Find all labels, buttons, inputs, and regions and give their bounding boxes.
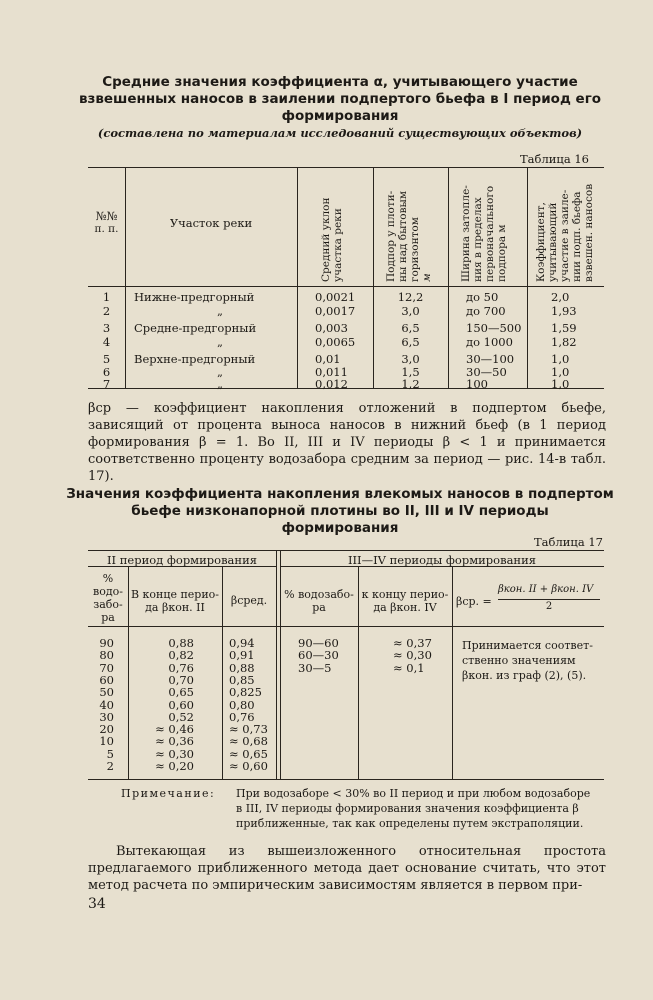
table-cell-slope: 0,011 xyxy=(315,365,348,379)
table-cell-coef: 1,0 xyxy=(551,352,570,366)
table-cell-pct2: 30—5 xyxy=(298,660,332,675)
table-cell-backwater: 3,0 xyxy=(401,352,420,366)
title2-line2: бьефе низконапорной плотины во II, III и IV периоды xyxy=(131,503,549,519)
th-formula-num: βкон. II + βкон. IV xyxy=(498,584,594,595)
table-cell-pct: 60 xyxy=(99,672,114,687)
table-cell-avg: 0,94 xyxy=(229,636,255,650)
table-cell-end: 0,65 xyxy=(168,685,194,700)
table-cell-end: ≈ 0,20 xyxy=(155,759,194,773)
th-backwater: Подпор у плоти- ны над бытовым горизонтом м xyxy=(385,190,433,282)
table-cell-backwater: 12,2 xyxy=(397,290,424,304)
table-cell-avg: 0,80 xyxy=(229,697,255,712)
table-cell-coef: 1,59 xyxy=(551,321,577,335)
table-cell-avg: 0,825 xyxy=(229,685,262,700)
table-cell-num: 4 xyxy=(102,335,111,349)
table-cell-slope: 0,0021 xyxy=(315,290,356,304)
table-cell-num: 7 xyxy=(102,377,111,391)
table-cell-slope: 0,0065 xyxy=(315,335,356,349)
table-cell-section: „ xyxy=(217,335,223,349)
table-cell-avg: ≈ 0,73 xyxy=(229,722,268,737)
table-cell-avg: ≈ 0,65 xyxy=(229,746,268,761)
table-cell-end: 0,52 xyxy=(168,709,194,724)
table-cell-section: Средне-предгорный xyxy=(134,321,257,335)
table-cell-backwater: 6,5 xyxy=(401,335,420,349)
table-cell-end: 0,60 xyxy=(168,697,194,712)
note-label: Примечание: xyxy=(121,787,216,800)
table-cell-pct: 50 xyxy=(99,685,114,700)
t17-group2: III—IV периоды формирования xyxy=(347,553,537,567)
th-width: Ширина затопле- ния в пределах первоначального подпора м xyxy=(460,185,508,282)
table-cell-pct: 70 xyxy=(99,660,114,675)
table-cell-end2: ≈ 0,1 xyxy=(393,660,425,675)
table-cell-avg: 0,85 xyxy=(229,672,255,687)
note-line2: в III, IV периоды формирования значения коэффициента β xyxy=(236,802,579,815)
table-cell-width: 30—100 xyxy=(466,352,515,366)
table-cell-coef: 1,0 xyxy=(551,365,570,379)
title1-line1: Средние значения коэффициента α, учитывающего участие xyxy=(102,74,578,90)
th-section: Участок реки xyxy=(169,216,253,230)
table-cell-avg: 0,88 xyxy=(229,660,255,675)
page-number: 34 xyxy=(88,896,106,912)
table-cell-avg: 0,91 xyxy=(229,648,255,663)
table-cell-width: до 700 xyxy=(466,304,506,318)
t17-group1: II период формирования xyxy=(107,553,257,567)
table-cell-pct: 5 xyxy=(106,746,114,761)
table-cell-pct: 20 xyxy=(99,722,114,737)
table-cell-end: ≈ 0,30 xyxy=(155,746,194,761)
table-cell-width: 100 xyxy=(466,377,488,391)
table-cell-pct2: 60—30 xyxy=(298,648,339,663)
note-line1: При водозаборе < 30% во II период и при любом водозаборе xyxy=(236,787,591,800)
table-cell-backwater: 6,5 xyxy=(401,321,420,335)
title2-line1: Значения коэффициента накопления влекомых наносов в подпертом xyxy=(66,486,614,502)
table-cell-width: до 1000 xyxy=(466,335,513,349)
table-cell-num: 2 xyxy=(102,304,111,318)
title2-line3: формирования xyxy=(281,520,399,536)
table-cell-coef: 1,93 xyxy=(551,304,577,318)
table-cell-end: 0,88 xyxy=(168,636,194,650)
table-cell-coef: 1,0 xyxy=(551,377,570,391)
table-cell-backwater: 1,5 xyxy=(401,365,420,379)
table-cell-section: Верхне-предгорный xyxy=(134,352,256,366)
table16-label: Таблица 16 xyxy=(520,152,589,166)
table-cell-pct: 40 xyxy=(99,697,114,712)
table-cell-slope: 0,012 xyxy=(315,377,348,391)
table-cell-num: 1 xyxy=(102,290,111,304)
table-cell-pct: 2 xyxy=(106,759,114,773)
table-cell-pct: 10 xyxy=(99,734,114,749)
table-cell-section: „ xyxy=(217,304,223,318)
table-cell-end: 0,76 xyxy=(168,660,194,675)
th-num: №№ xyxy=(95,209,118,223)
table-cell-avg: ≈ 0,68 xyxy=(229,734,268,749)
table-cell-end: ≈ 0,36 xyxy=(155,734,194,749)
table-cell-backwater: 1,2 xyxy=(401,377,420,391)
table-cell-pct: 90 xyxy=(99,636,114,650)
th-end2: к концу перио- да βкон. IV xyxy=(361,588,449,614)
table-cell-end: 0,70 xyxy=(168,672,194,687)
table-cell-num: 3 xyxy=(102,321,111,335)
table-cell-coef: 2,0 xyxy=(551,290,570,304)
table-cell-num: 5 xyxy=(102,352,111,366)
table-cell-width: 150—500 xyxy=(466,321,522,335)
th-end: В конце перио- да βкон. II xyxy=(130,588,220,614)
table-cell-section: „ xyxy=(217,365,223,379)
table-cell-section: Нижне-предгорный xyxy=(134,290,255,304)
th-slope: Средний уклон участка реки xyxy=(320,197,344,282)
paragraph2: Вытекающая из вышеизложенного относительная простота предлагаемого приближенного метода дает основание считать, что этот метод расчета по эмпирическим зависимостям является в первом при- xyxy=(88,844,606,893)
table-cell-avg: 0,76 xyxy=(229,709,255,724)
t17-remark: Принимается соответ- ственно значениям βкон. из граф (2), (5). xyxy=(462,639,593,682)
table-cell-width: 30—50 xyxy=(466,365,507,379)
title1-line2: взвешенных наносов в заилении подпертого бьефа в I период его xyxy=(78,91,602,107)
title1-note: (составлена по материалам исследований существующих объектов) xyxy=(97,126,583,140)
table-cell-pct: 30 xyxy=(99,709,114,724)
table-cell-section: „ xyxy=(217,377,223,391)
note-line3: приближенные, так как определены путем экстраполяции. xyxy=(236,817,584,830)
table-cell-coef: 1,82 xyxy=(551,335,577,349)
table-cell-end2: ≈ 0,37 xyxy=(393,636,432,650)
th-formula-left: βср. = xyxy=(456,595,492,608)
table-cell-avg: ≈ 0,60 xyxy=(229,759,268,773)
th-avg: βсред. xyxy=(230,594,268,607)
table-cell-slope: 0,0017 xyxy=(315,304,356,318)
table-cell-end2: ≈ 0,30 xyxy=(393,648,432,663)
th-formula-den: 2 xyxy=(545,601,553,612)
th-num2: п. п. xyxy=(94,223,119,235)
table-cell-end: 0,82 xyxy=(168,648,194,663)
th-coef: Коэффициент, учитывающий участие в заиле- нии подп. бьефа взвешен. наносов xyxy=(535,183,595,282)
table-cell-backwater: 3,0 xyxy=(401,304,420,318)
table-cell-width: до 50 xyxy=(466,290,499,304)
table17-label: Таблица 17 xyxy=(534,535,603,549)
paragraph1: βср — коэффициент накопления отложений в подпертом бьефе, зависящий от процента выноса наносов в нижний бьеф (в 1 период формирования β = 1. Во II, III и IV периоды β < 1 и принимается соответственно проценту водозабора средним за период — рис. 14-в табл. 17). xyxy=(88,401,606,484)
th-pct2: % водозабо- ра xyxy=(284,588,354,614)
table-cell-slope: 0,01 xyxy=(315,352,341,366)
table-cell-pct: 80 xyxy=(99,648,114,663)
table-cell-num: 6 xyxy=(102,365,111,379)
th-pct: % водо- забо- ра xyxy=(93,572,123,624)
table-cell-pct2: 90—60 xyxy=(298,636,339,650)
table-cell-slope: 0,003 xyxy=(315,321,348,335)
title1-line3: формирования xyxy=(281,108,399,124)
table-cell-end: ≈ 0,46 xyxy=(155,722,194,737)
